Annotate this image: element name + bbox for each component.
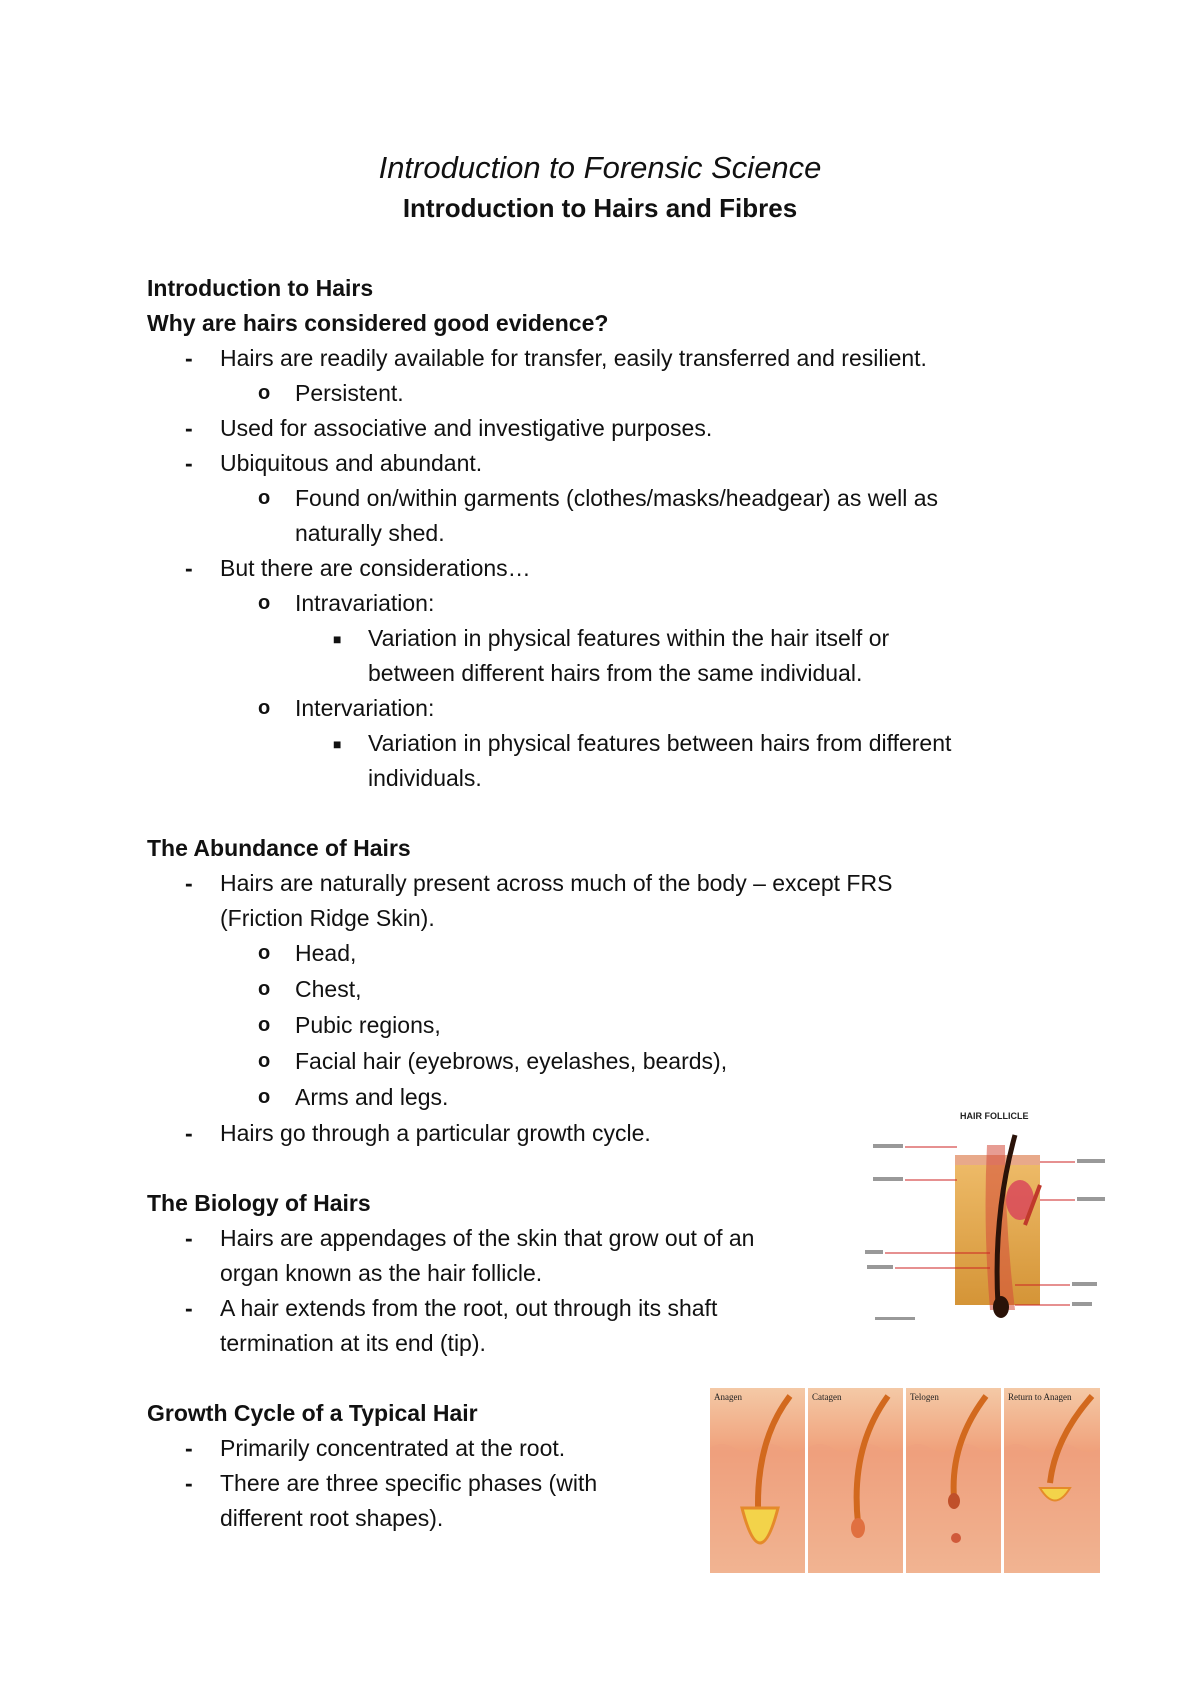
list-item: Facial hair (eyebrows, eyelashes, beards), <box>295 1048 728 1074</box>
dash-bullet: - <box>185 345 193 371</box>
circle-bullet: o <box>258 1014 271 1036</box>
list-item: Intravariation: <box>295 590 435 616</box>
document-title: Introduction to Forensic Science <box>378 150 822 185</box>
list-item: Used for associative and investigative purposes. <box>220 415 713 441</box>
panel-label-anagen: Anagen <box>714 1392 742 1402</box>
list-item: Persistent. <box>295 380 404 406</box>
dash-bullet: - <box>185 555 193 581</box>
circle-bullet: o <box>258 697 271 719</box>
circle-bullet: o <box>258 1086 271 1108</box>
panel-catagen <box>808 1388 903 1573</box>
list-item: Head, <box>295 940 357 966</box>
list-item-continued: different root shapes). <box>220 1505 444 1531</box>
list-item: Variation in physical features within the hair itself or <box>368 625 890 651</box>
list-item: There are three specific phases (with <box>220 1470 598 1496</box>
list-item: Hairs are appendages of the skin that grow out of an <box>220 1225 755 1251</box>
circle-bullet: o <box>258 382 271 404</box>
list-item-continued: between different hairs from the same individual. <box>368 660 863 686</box>
dash-bullet: - <box>185 870 193 896</box>
hair-bulb-shape <box>993 1296 1009 1318</box>
list-item: Arms and legs. <box>295 1084 449 1110</box>
list-item: But there are considerations… <box>220 555 531 581</box>
list-item: Hairs go through a particular growth cycle. <box>220 1120 651 1146</box>
dash-bullet: - <box>185 1225 193 1251</box>
list-item: Chest, <box>295 976 362 1002</box>
circle-bullet: o <box>258 978 271 1000</box>
dash-bullet: - <box>185 415 193 441</box>
list-item-continued: (Friction Ridge Skin). <box>220 905 435 931</box>
circle-bullet: o <box>258 487 271 509</box>
panel-anagen <box>710 1388 805 1573</box>
growth-cycle-figure <box>710 1388 1100 1573</box>
dash-bullet: - <box>185 1120 193 1146</box>
panel-telogen <box>906 1388 1001 1573</box>
square-bullet: ■ <box>333 631 342 647</box>
figure-title: HAIR FOLLICLE <box>960 1111 1029 1121</box>
section-heading-biology: The Biology of Hairs <box>147 1190 371 1216</box>
list-item: Hairs are readily available for transfer, easily transferred and resilient. <box>220 345 927 371</box>
circle-bullet: o <box>258 942 271 964</box>
list-item-continued: individuals. <box>368 765 482 791</box>
list-item: Pubic regions, <box>295 1012 441 1038</box>
dash-bullet: - <box>185 450 193 476</box>
list-item: Variation in physical features between hairs from different <box>368 730 952 756</box>
section-heading-abundance: The Abundance of Hairs <box>147 835 411 861</box>
dash-bullet: - <box>185 1435 193 1461</box>
circle-bullet: o <box>258 592 271 614</box>
dash-bullet: - <box>185 1295 193 1321</box>
dash-bullet: - <box>185 1470 193 1496</box>
panel-label-return-anagen: Return to Anagen <box>1008 1392 1072 1402</box>
section-heading-intro-hairs: Introduction to Hairs <box>147 275 374 301</box>
document-subtitle: Introduction to Hairs and Fibres <box>402 193 798 223</box>
panel-label-telogen: Telogen <box>910 1392 939 1402</box>
list-item: Intervariation: <box>295 695 435 721</box>
list-item: Primarily concentrated at the root. <box>220 1435 566 1461</box>
section-heading-growth-cycle: Growth Cycle of a Typical Hair <box>147 1400 478 1426</box>
list-item: Ubiquitous and abundant. <box>220 450 483 476</box>
list-item: Found on/within garments (clothes/masks/headgear) as well as <box>295 485 939 511</box>
list-item-continued: termination at its end (tip). <box>220 1330 486 1356</box>
square-bullet: ■ <box>333 736 342 752</box>
list-item: A hair extends from the root, out through its shaft <box>220 1295 718 1321</box>
panel-return-anagen <box>1004 1388 1100 1573</box>
section-question: Why are hairs considered good evidence? <box>147 310 609 336</box>
circle-bullet: o <box>258 1050 271 1072</box>
hair-follicle-figure <box>865 1105 1105 1330</box>
list-item: Hairs are naturally present across much of the body – except FRS <box>220 870 893 896</box>
panel-label-catagen: Catagen <box>812 1392 842 1402</box>
list-item-continued: organ known as the hair follicle. <box>220 1260 543 1286</box>
list-item-continued: naturally shed. <box>295 520 445 546</box>
